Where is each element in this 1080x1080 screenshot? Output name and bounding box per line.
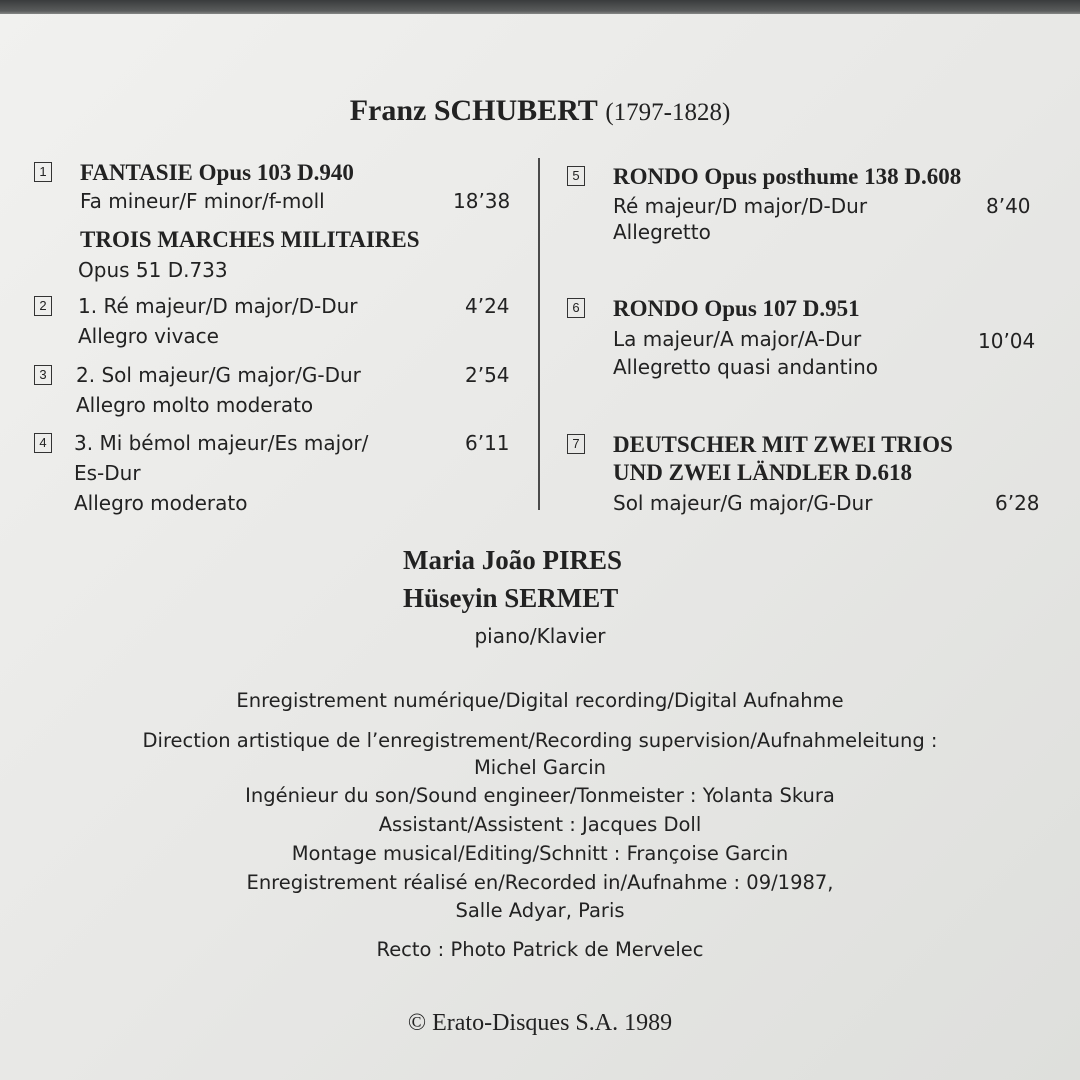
track-tempo: Allegretto <box>613 220 711 244</box>
track-duration: 10’04 <box>978 329 1036 353</box>
marches-heading <box>34 227 514 287</box>
track-number: 3 <box>34 365 52 385</box>
credit-line: Ingénieur du son/Sound engineer/Tonmeister : Yolanta Skura <box>245 784 835 807</box>
credit-line: Michel Garcin <box>473 756 607 779</box>
credit-line: Montage musical/Editing/Schnitt : Françoise Garcin <box>291 842 789 865</box>
track-duration: 8’40 <box>986 194 1031 218</box>
track-key: La majeur/A major/A-Dur <box>613 327 862 351</box>
marches-title: TROIS MARCHES MILITAIRES <box>80 227 420 252</box>
track-tempo: Allegro moderato <box>74 491 248 515</box>
credit-line: Assistant/Assistent : Jacques Doll <box>378 813 702 836</box>
track-3 <box>34 363 514 423</box>
performers <box>403 541 622 617</box>
marches-opus: Opus 51 D.733 <box>78 258 228 282</box>
track-duration: 2’54 <box>465 363 510 387</box>
track-2 <box>34 294 514 354</box>
track-work: FANTASIE Opus 103 D.940 <box>80 160 354 185</box>
track-7 <box>567 432 1067 522</box>
track-work: DEUTSCHER MIT ZWEI TRIOS <box>613 432 953 457</box>
track-duration: 6’11 <box>465 431 510 455</box>
track-duration: 18’38 <box>453 189 511 213</box>
instrument-label: piano/Klavier <box>474 624 606 648</box>
track-number: 5 <box>567 166 585 186</box>
track-key: Sol majeur/G major/G-Dur <box>613 491 873 515</box>
credit-line: Salle Adyar, Paris <box>455 899 625 922</box>
composer-years: (1797-1828) <box>605 99 731 126</box>
track-key: Fa mineur/F minor/f-moll <box>80 189 325 213</box>
track-number: 2 <box>34 296 52 316</box>
copyright-notice: © Erato-Disques S.A. 1989 <box>407 1010 673 1036</box>
track-duration: 4’24 <box>465 294 510 318</box>
track-tempo: Allegretto quasi andantino <box>613 355 878 379</box>
track-key: 1. Ré majeur/D major/D-Dur <box>78 294 358 318</box>
track-number: 6 <box>567 298 585 318</box>
track-key: 3. Mi bémol majeur/Es major/ <box>74 431 369 455</box>
track-5 <box>567 164 1047 254</box>
track-work: RONDO Opus 107 D.951 <box>613 296 860 321</box>
composer-title <box>0 94 1080 128</box>
column-divider <box>538 158 540 510</box>
track-6 <box>567 296 1047 386</box>
track-key: Ré majeur/D major/D-Dur <box>613 194 868 218</box>
track-tempo: Allegro molto moderato <box>76 393 314 417</box>
track-tempo: Allegro vivace <box>78 324 219 348</box>
track-key: 2. Sol majeur/G major/G-Dur <box>76 363 361 387</box>
performer-name: Maria João PIRES <box>403 545 622 575</box>
credit-line: Enregistrement numérique/Digital recording/Digital Aufnahme <box>236 689 844 712</box>
composer-name: Franz SCHUBERT <box>349 94 598 127</box>
track-4 <box>34 431 514 521</box>
credit-line: Enregistrement réalisé en/Recorded in/Aufnahme : 09/1987, <box>246 871 834 894</box>
track-duration: 6’28 <box>995 491 1040 515</box>
credit-line: Direction artistique de l’enregistrement/Recording supervision/Aufnahmeleitung : <box>142 729 938 752</box>
track-1 <box>34 160 514 220</box>
track-number: 1 <box>34 162 52 182</box>
credit-line: Recto : Photo Patrick de Mervelec <box>376 938 704 961</box>
track-number: 7 <box>567 434 585 454</box>
performer-name: Hüseyin SERMET <box>403 583 619 613</box>
track-work: RONDO Opus posthume 138 D.608 <box>613 164 962 189</box>
track-key-continued: Es-Dur <box>74 461 141 485</box>
track-number: 4 <box>34 433 52 453</box>
track-work-continued: UND ZWEI LÄNDLER D.618 <box>613 460 913 485</box>
